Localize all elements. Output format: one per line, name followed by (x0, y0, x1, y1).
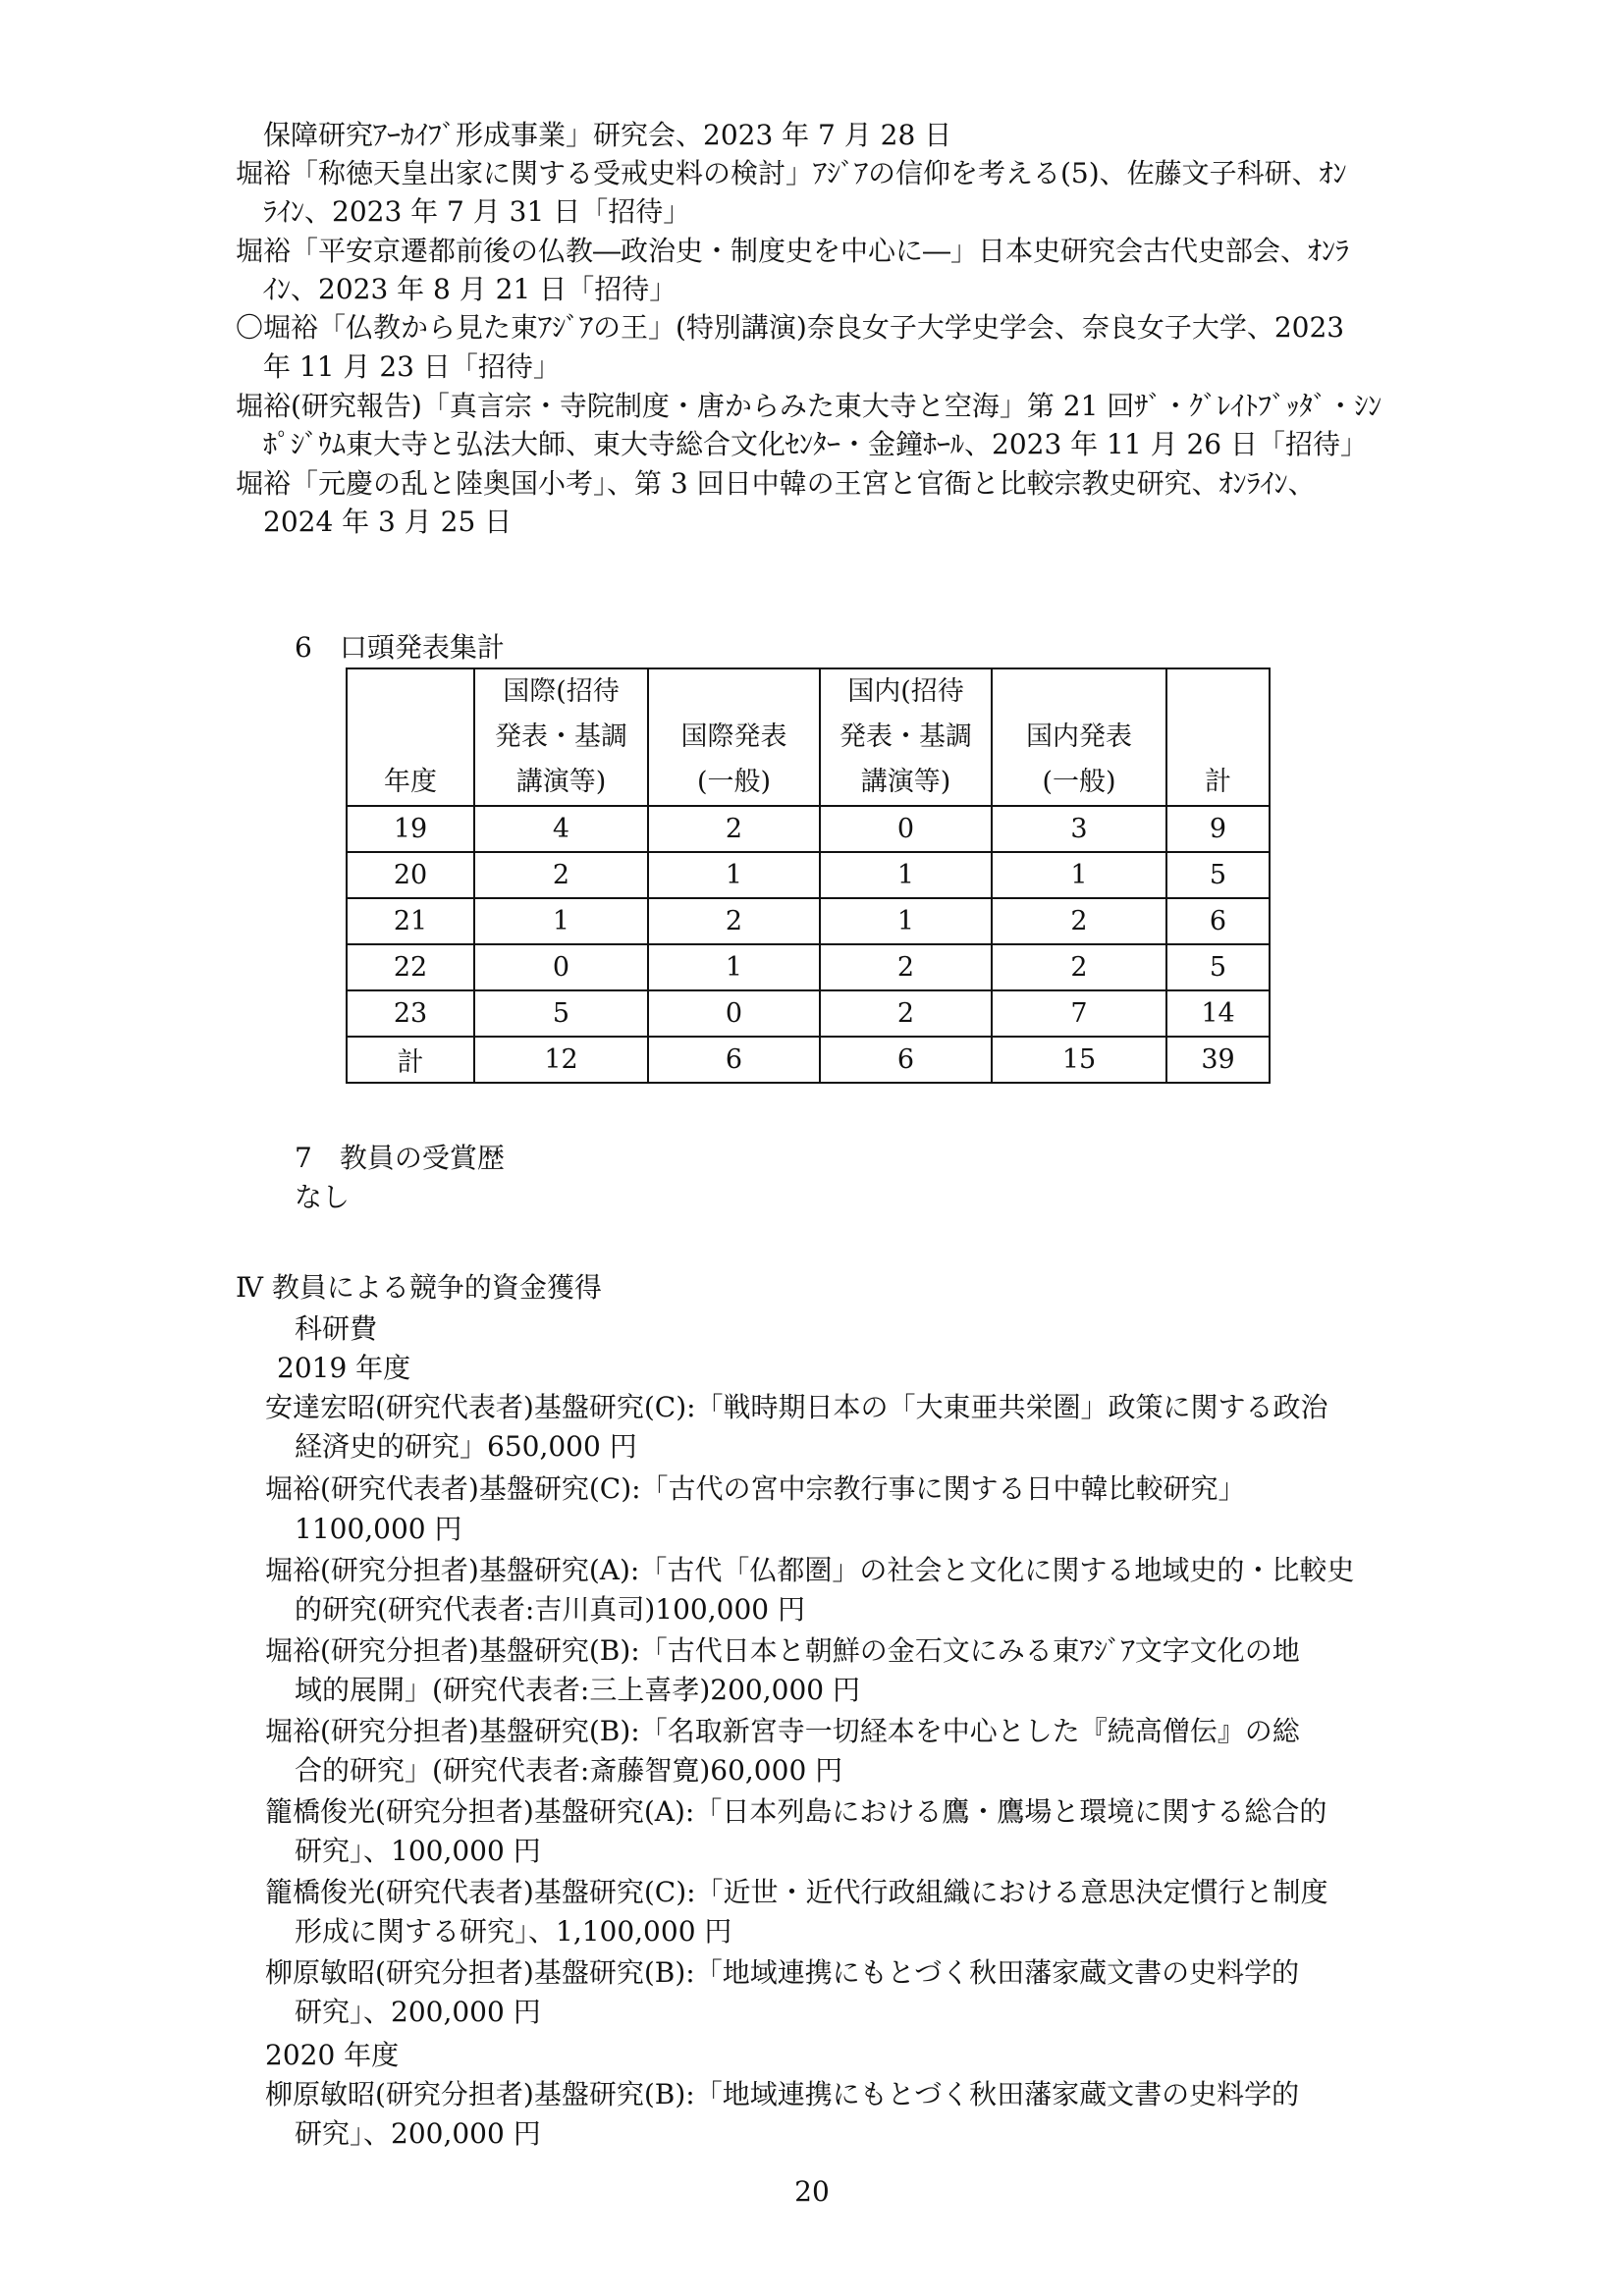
section-6-heading: 6 口頭発表集計 (295, 631, 505, 664)
grant-entry-line: 研究」、200,000 円 (295, 2117, 541, 2150)
table-cell: 39 (1166, 1037, 1270, 1083)
presentation-line: ﾎﾟｼﾞｳﾑ東大寺と弘法大師、東大寺総合文化ｾﾝﾀｰ・金鐘ﾎｰﾙ、2023 年 11 月 26 日「招待」 (263, 428, 1369, 460)
grant-entry-line: 柳原敏昭(研究分担者)基盤研究(B):「地域連携にもとづく秋田藩家蔵文書の史料学的 (265, 1956, 1300, 1989)
table-cell: 2 (474, 852, 648, 898)
table-header-row (347, 668, 1270, 806)
table-cell: 5 (1166, 944, 1270, 990)
table-row (347, 852, 1270, 898)
table-cell: 2 (992, 898, 1166, 944)
table-cell: 6 (820, 1037, 992, 1083)
table-cell: 7 (992, 990, 1166, 1037)
table-cell: 22 (347, 944, 474, 990)
presentation-line: 堀裕(研究報告)「真言宗・寺院制度・唐からみた東大寺と空海」第 21 回ｻﾞ・ｸﾞﾚｲﾄﾌﾞｯﾀﾞ・ｼﾝ (236, 390, 1382, 422)
table-cell: 15 (992, 1037, 1166, 1083)
table-cell: 2 (820, 944, 992, 990)
table-cell: 20 (347, 852, 474, 898)
table-cell: 4 (474, 806, 648, 852)
presentation-line: 年 11 月 23 日「招待」 (263, 350, 561, 383)
table-cell: 5 (474, 990, 648, 1037)
table-cell: 6 (1166, 898, 1270, 944)
presentation-line: ﾗｲﾝ、2023 年 7 月 31 日「招待」 (263, 195, 691, 228)
grant-entry-line: 籠橋俊光(研究分担者)基盤研究(A):「日本列島における鷹・鷹場と環境に関する総合的 (265, 1795, 1327, 1828)
presentation-line: 保障研究ｱｰｶｲﾌﾞ形成事業」研究会、2023 年 7 月 28 日 (263, 119, 952, 151)
presentation-line: 堀裕「称徳天皇出家に関する受戒史料の検討」ｱｼﾞｱの信仰を考える(5)、佐藤文子科研、ｵﾝ (236, 157, 1347, 189)
table-cell: 2 (648, 806, 820, 852)
presentation-line: 堀裕「平安京遷都前後の仏教―政治史・制度史を中心に―」日本史研究会古代史部会、ｵﾝﾗ (236, 235, 1350, 267)
table-total-row (347, 1037, 1270, 1083)
header-cell-year: 年度 (347, 668, 474, 806)
grant-entry-line: 合的研究」(研究代表者:斎藤智寛)60,000 円 (295, 1754, 843, 1787)
table-cell: 2 (992, 944, 1166, 990)
table-cell: 9 (1166, 806, 1270, 852)
table-cell: 1 (648, 852, 820, 898)
year-2020-heading: 2020 年度 (265, 2039, 400, 2071)
grant-entry-line: 堀裕(研究分担者)基盤研究(A):「古代「仏都圏」の社会と文化に関する地域史的・比較史 (265, 1554, 1355, 1586)
grant-entry-line: 研究」、200,000 円 (295, 1996, 541, 2028)
page-number: 20 (794, 2175, 830, 2208)
table-cell: 21 (347, 898, 474, 944)
table-cell: 2 (820, 990, 992, 1037)
table-cell: 1 (992, 852, 1166, 898)
grant-entry-line: 堀裕(研究分担者)基盤研究(B):「古代日本と朝鮮の金石文にみる東ｱｼﾞｱ文字文化の地 (265, 1634, 1300, 1667)
section-7-heading: 7 教員の受賞歴 (295, 1142, 505, 1174)
grant-entry-line: 域的展開」(研究代表者:三上喜孝)200,000 円 (295, 1674, 860, 1706)
presentation-line: 〇堀裕「仏教から見た東ｱｼﾞｱの王」(特別講演)奈良女子大学史学会、奈良女子大学、2023 (236, 311, 1345, 344)
presentation-line: 堀裕「元慶の乱と陸奥国小考」、第 3 回日中韓の王宮と官衙と比較宗教史研究、ｵﾝﾗｲﾝ、 (236, 467, 1316, 500)
header-cell-domestic-general: 国内発表 (一般) (992, 668, 1166, 806)
grant-entry-line: 堀裕(研究分担者)基盤研究(B):「名取新宮寺一切経本を中心とした『続高僧伝』の総 (265, 1715, 1300, 1747)
table-cell: 0 (648, 990, 820, 1037)
table-cell: 19 (347, 806, 474, 852)
table-cell: 1 (474, 898, 648, 944)
section-7-body: なし (295, 1181, 351, 1213)
grant-entry-line: 柳原敏昭(研究分担者)基盤研究(B):「地域連携にもとづく秋田藩家蔵文書の史料学的 (265, 2078, 1300, 2110)
kaken-label: 科研費 (295, 1312, 378, 1345)
presentation-line: ｲﾝ、2023 年 8 月 21 日「招待」 (263, 273, 677, 305)
section-iv-heading: Ⅳ 教員による競争的資金獲得 (236, 1271, 602, 1304)
grant-entry-line: 経済史的研究」650,000 円 (295, 1430, 637, 1463)
grant-entry-line: 形成に関する研究」、1,100,000 円 (295, 1915, 732, 1948)
table-cell: 2 (648, 898, 820, 944)
table-cell: 14 (1166, 990, 1270, 1037)
table-row (347, 944, 1270, 990)
table-cell: 0 (474, 944, 648, 990)
header-cell-intl-invited: 国際(招待 発表・基調 講演等) (474, 668, 648, 806)
presentation-line: 2024 年 3 月 25 日 (263, 506, 513, 538)
table-cell: 計 (347, 1037, 474, 1083)
table-cell: 1 (648, 944, 820, 990)
table-cell: 23 (347, 990, 474, 1037)
grant-entry-line: 研究」、100,000 円 (295, 1835, 541, 1867)
grant-entry-line: 籠橋俊光(研究代表者)基盤研究(C):「近世・近代行政組織における意思決定慣行と制度 (265, 1876, 1328, 1908)
table-cell: 3 (992, 806, 1166, 852)
table-cell: 5 (1166, 852, 1270, 898)
table-row (347, 806, 1270, 852)
table-cell: 1 (820, 898, 992, 944)
table-row (347, 898, 1270, 944)
grant-entry-line: 的研究(研究代表者:吉川真司)100,000 円 (295, 1593, 805, 1626)
header-cell-total: 計 (1166, 668, 1270, 806)
table-cell: 12 (474, 1037, 648, 1083)
grant-entry-line: 安達宏昭(研究代表者)基盤研究(C):「戦時期日本の「大東亜共栄圏」政策に関する政治 (265, 1391, 1328, 1423)
header-cell-intl-general: 国際発表 (一般) (648, 668, 820, 806)
grant-entry-line: 堀裕(研究代表者)基盤研究(C):「古代の宮中宗教行事に関する日中韓比較研究」 (265, 1472, 1246, 1505)
table-cell: 0 (820, 806, 992, 852)
table-cell: 1 (820, 852, 992, 898)
table-cell: 6 (648, 1037, 820, 1083)
presentation-summary-table (346, 667, 1271, 1084)
grant-entry-line: 1100,000 円 (295, 1513, 462, 1545)
year-2019-heading: 2019 年度 (277, 1352, 411, 1384)
table-row (347, 990, 1270, 1037)
header-cell-domestic-invited: 国内(招待 発表・基調 講演等) (820, 668, 992, 806)
